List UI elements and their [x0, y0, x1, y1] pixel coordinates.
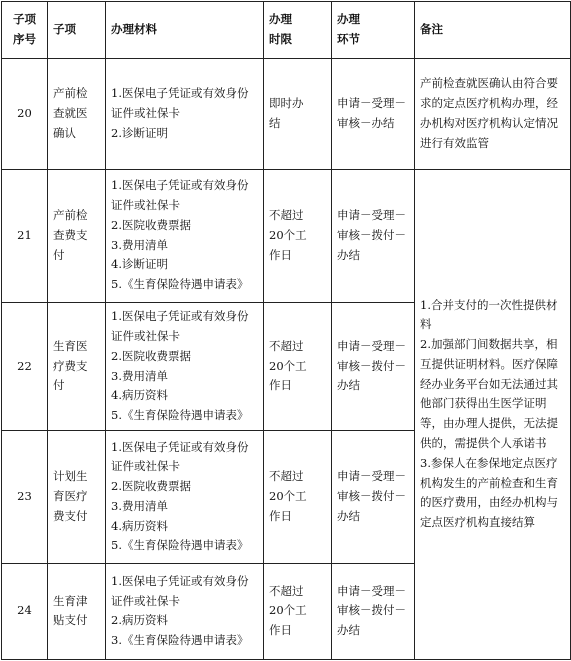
row-note: 产前检查就医确认由符合要求的定点医疗机构办理，经办机构对医疗机构认定情况进行有效监管: [415, 59, 571, 169]
row-steps: 申请－受理－审核－拨付－办结: [332, 169, 415, 302]
row-no: 22: [2, 302, 48, 430]
header-item-no: 子项 序号: [2, 2, 48, 59]
table-row: [2, 59, 571, 169]
row-time-limit: 不超过 20个工 作日: [264, 302, 332, 430]
row-time-limit: 不超过 20个工 作日: [264, 431, 332, 563]
row-item: 产前检 查就医 确认: [48, 59, 106, 169]
row-materials: 1.医保电子凭证或有效身份证件或社保卡 2.医院收费票据 3.费用清单 4.诊断证明 5.《生育保险待遇申请表》: [106, 169, 264, 302]
merged-note-cell: 1.合并支付的一次性提供材料 2.加强部门间数据共享，相互提供证明材料。医疗保障经办业务平台如无法通过其他部门获得出生医学证明等，由办理人提供，无法提供的，需提供个人承诺书 3.参保人在参保地定点医疗机构发生的产前检查和生育的医疗费用，由经办机构与定点医疗机构直接结算: [415, 169, 571, 660]
row-no: 24: [2, 563, 48, 659]
header-note: 备注: [415, 2, 571, 59]
row-materials: 1.医保电子凭证或有效身份证件或社保卡 2.医院收费票据 3.费用清单 4.病历资料 5.《生育保险待遇申请表》: [106, 431, 264, 563]
row-time-limit: 不超过 20个工 作日: [264, 563, 332, 659]
row-steps: 申请－受理－审核－拨付－办结: [332, 431, 415, 563]
header-item: 子项: [48, 2, 106, 59]
row-item: 生育医 疗费支 付: [48, 302, 106, 430]
table-row: [2, 169, 571, 302]
row-time-limit: 不超过 20个工 作日: [264, 169, 332, 302]
row-steps: 申请－受理－审核－拨付－办结: [332, 302, 415, 430]
service-items-table: [1, 1, 571, 660]
row-steps: 申请－受理－审核－办结: [332, 59, 415, 169]
row-item: 计划生 育医疗 费支付: [48, 431, 106, 563]
header-row: [2, 2, 571, 59]
row-item: 生育津 贴支付: [48, 563, 106, 659]
row-materials: 1.医保电子凭证或有效身份证件或社保卡 2.诊断证明: [106, 59, 264, 169]
row-no: 23: [2, 431, 48, 563]
header-steps: 办理 环节: [332, 2, 415, 59]
row-no: 20: [2, 59, 48, 169]
header-materials: 办理材料: [106, 2, 264, 59]
row-no: 21: [2, 169, 48, 302]
row-time-limit: 即时办 结: [264, 59, 332, 169]
row-materials: 1.医保电子凭证或有效身份证件或社保卡 2.医院收费票据 3.费用清单 4.病历资料 5.《生育保险待遇申请表》: [106, 302, 264, 430]
row-materials: 1.医保电子凭证或有效身份证件或社保卡 2.病历资料 3.《生育保险待遇申请表》: [106, 563, 264, 659]
header-time-limit: 办理 时限: [264, 2, 332, 59]
row-item: 产前检 查费支 付: [48, 169, 106, 302]
row-steps: 申请－受理－审核－拨付－办结: [332, 563, 415, 659]
